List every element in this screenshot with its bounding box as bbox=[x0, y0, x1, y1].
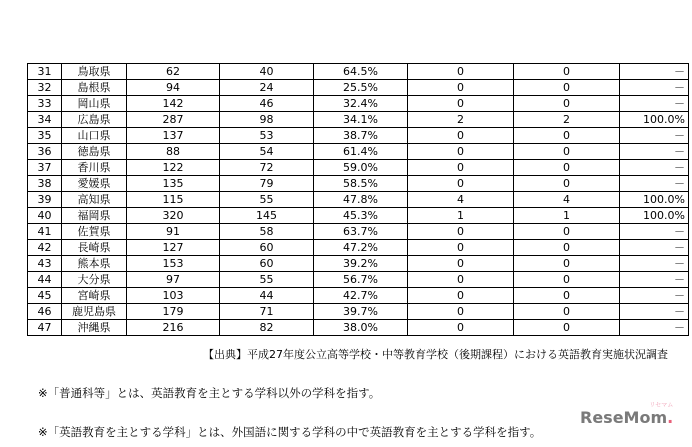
table-row bbox=[28, 176, 689, 192]
prefecture-table bbox=[27, 63, 689, 336]
table-cell: 0 bbox=[408, 304, 514, 320]
table-cell: 45 bbox=[28, 288, 62, 304]
table-cell: 91 bbox=[127, 224, 220, 240]
logo-text-b: Mom bbox=[623, 408, 668, 427]
table-cell: 44 bbox=[28, 272, 62, 288]
table-cell: 62 bbox=[127, 64, 220, 80]
table-cell: 100.0% bbox=[620, 208, 689, 224]
table-cell: 60 bbox=[220, 256, 314, 272]
table-cell: 鳥取県 bbox=[62, 64, 127, 80]
table-cell: 38 bbox=[28, 176, 62, 192]
table-cell: 63.7% bbox=[314, 224, 408, 240]
table-cell: 79 bbox=[220, 176, 314, 192]
table-cell: 0 bbox=[514, 64, 620, 80]
table-cell: 216 bbox=[127, 320, 220, 336]
table-row bbox=[28, 192, 689, 208]
table-cell: 宮崎県 bbox=[62, 288, 127, 304]
table-cell: － bbox=[620, 304, 689, 320]
table-row bbox=[28, 80, 689, 96]
table-cell: 47.8% bbox=[314, 192, 408, 208]
table-row bbox=[28, 64, 689, 80]
table-row bbox=[28, 288, 689, 304]
table-cell: － bbox=[620, 128, 689, 144]
table-cell: 0 bbox=[408, 128, 514, 144]
table-cell: 0 bbox=[514, 320, 620, 336]
source-caption: 【出典】平成27年度公立高等学校・中等教育学校（後期課程）における英語教育実施状況調査 bbox=[203, 348, 668, 361]
table-cell: 32 bbox=[28, 80, 62, 96]
table-cell: 0 bbox=[408, 224, 514, 240]
table-cell: 58.5% bbox=[314, 176, 408, 192]
table-cell: 24 bbox=[220, 80, 314, 96]
table-cell: － bbox=[620, 176, 689, 192]
table-row bbox=[28, 224, 689, 240]
table-cell: 34.1% bbox=[314, 112, 408, 128]
table-cell: 39 bbox=[28, 192, 62, 208]
table-cell: － bbox=[620, 144, 689, 160]
table-cell: 142 bbox=[127, 96, 220, 112]
table-cell: 0 bbox=[408, 176, 514, 192]
table-cell: － bbox=[620, 256, 689, 272]
table-cell: 53 bbox=[220, 128, 314, 144]
table-row bbox=[28, 128, 689, 144]
table-cell: 0 bbox=[408, 64, 514, 80]
table-cell: 0 bbox=[408, 256, 514, 272]
table-cell: 0 bbox=[408, 80, 514, 96]
table-cell: 82 bbox=[220, 320, 314, 336]
table-row bbox=[28, 160, 689, 176]
table-cell: 42 bbox=[28, 240, 62, 256]
table-cell: 0 bbox=[514, 272, 620, 288]
table-cell: 0 bbox=[514, 288, 620, 304]
table-cell: 47.2% bbox=[314, 240, 408, 256]
table-cell: 43 bbox=[28, 256, 62, 272]
table-cell: 55 bbox=[220, 272, 314, 288]
table-cell: 153 bbox=[127, 256, 220, 272]
table-cell: 高知県 bbox=[62, 192, 127, 208]
table-cell: 56.7% bbox=[314, 272, 408, 288]
table-cell: 38.7% bbox=[314, 128, 408, 144]
table-cell: 72 bbox=[220, 160, 314, 176]
table-cell: － bbox=[620, 224, 689, 240]
table-row bbox=[28, 320, 689, 336]
table-cell: 39.2% bbox=[314, 256, 408, 272]
table-cell: 沖縄県 bbox=[62, 320, 127, 336]
table-cell: 115 bbox=[127, 192, 220, 208]
table-cell: 0 bbox=[408, 320, 514, 336]
table-cell: 88 bbox=[127, 144, 220, 160]
table-cell: 広島県 bbox=[62, 112, 127, 128]
table-cell: 0 bbox=[514, 128, 620, 144]
table-cell: 0 bbox=[514, 80, 620, 96]
table-cell: 127 bbox=[127, 240, 220, 256]
table-cell: 42.7% bbox=[314, 288, 408, 304]
table-cell: 鹿児島県 bbox=[62, 304, 127, 320]
table-cell: 58 bbox=[220, 224, 314, 240]
table-row bbox=[28, 144, 689, 160]
table-cell: 25.5% bbox=[314, 80, 408, 96]
table-cell: － bbox=[620, 64, 689, 80]
table-cell: 46 bbox=[28, 304, 62, 320]
note-general-course: ※「普通科等」とは、英語教育を主とする学科以外の学科を指す。 bbox=[38, 386, 381, 400]
logo-subtext: リセマム bbox=[649, 402, 674, 409]
table-cell: 0 bbox=[514, 176, 620, 192]
table-row bbox=[28, 112, 689, 128]
table-cell: 38.0% bbox=[314, 320, 408, 336]
table-cell: 熊本県 bbox=[62, 256, 127, 272]
table-cell: 98 bbox=[220, 112, 314, 128]
table-cell: 32.4% bbox=[314, 96, 408, 112]
table-cell: 94 bbox=[127, 80, 220, 96]
table-cell: 135 bbox=[127, 176, 220, 192]
table-cell: 37 bbox=[28, 160, 62, 176]
table-cell: 59.0% bbox=[314, 160, 408, 176]
table-cell: 0 bbox=[514, 304, 620, 320]
table-cell: 287 bbox=[127, 112, 220, 128]
resemom-logo bbox=[580, 402, 674, 427]
table-cell: 福岡県 bbox=[62, 208, 127, 224]
table-cell: 4 bbox=[514, 192, 620, 208]
table-cell: 4 bbox=[408, 192, 514, 208]
table-cell: 97 bbox=[127, 272, 220, 288]
table-cell: 64.5% bbox=[314, 64, 408, 80]
table-cell: 103 bbox=[127, 288, 220, 304]
table-cell: － bbox=[620, 288, 689, 304]
table-cell: 40 bbox=[220, 64, 314, 80]
table-cell: 0 bbox=[408, 160, 514, 176]
table-cell: － bbox=[620, 160, 689, 176]
table-cell: 41 bbox=[28, 224, 62, 240]
table-cell: － bbox=[620, 320, 689, 336]
table-cell: － bbox=[620, 96, 689, 112]
table-cell: － bbox=[620, 240, 689, 256]
table-cell: 0 bbox=[408, 144, 514, 160]
table-cell: 60 bbox=[220, 240, 314, 256]
table-cell: 122 bbox=[127, 160, 220, 176]
table-cell: 61.4% bbox=[314, 144, 408, 160]
table-cell: 39.7% bbox=[314, 304, 408, 320]
table-cell: 大分県 bbox=[62, 272, 127, 288]
table-cell: 71 bbox=[220, 304, 314, 320]
logo-text-a: Rese bbox=[580, 408, 624, 427]
table-cell: 1 bbox=[514, 208, 620, 224]
table-cell: 46 bbox=[220, 96, 314, 112]
table-cell: 0 bbox=[408, 288, 514, 304]
table-row bbox=[28, 208, 689, 224]
table-cell: 36 bbox=[28, 144, 62, 160]
table-row bbox=[28, 304, 689, 320]
table-cell: 愛媛県 bbox=[62, 176, 127, 192]
table-cell: 0 bbox=[514, 256, 620, 272]
table-cell: 山口県 bbox=[62, 128, 127, 144]
table-cell: 佐賀県 bbox=[62, 224, 127, 240]
table-cell: 0 bbox=[514, 144, 620, 160]
table-cell: 100.0% bbox=[620, 192, 689, 208]
table-cell: 179 bbox=[127, 304, 220, 320]
table-cell: 145 bbox=[220, 208, 314, 224]
table-cell: 1 bbox=[408, 208, 514, 224]
table-cell: 34 bbox=[28, 112, 62, 128]
table-cell: 40 bbox=[28, 208, 62, 224]
table-cell: 島根県 bbox=[62, 80, 127, 96]
table-cell: 0 bbox=[514, 224, 620, 240]
table-cell: 54 bbox=[220, 144, 314, 160]
table-cell: 47 bbox=[28, 320, 62, 336]
table-cell: 0 bbox=[408, 272, 514, 288]
note-english-course: ※「英語教育を主とする学科」とは、外国語に関する学科の中で英語教育を主とする学科を指す。 bbox=[38, 425, 542, 439]
table-cell: 0 bbox=[408, 240, 514, 256]
table-cell: 100.0% bbox=[620, 112, 689, 128]
table-cell: 137 bbox=[127, 128, 220, 144]
table-row bbox=[28, 256, 689, 272]
table-cell: 55 bbox=[220, 192, 314, 208]
logo-dot-icon: . bbox=[667, 408, 674, 427]
table-body bbox=[28, 64, 689, 336]
table-cell: 33 bbox=[28, 96, 62, 112]
table-cell: － bbox=[620, 80, 689, 96]
table-cell: 0 bbox=[514, 96, 620, 112]
table-cell: 長崎県 bbox=[62, 240, 127, 256]
table-cell: 2 bbox=[408, 112, 514, 128]
table-cell: － bbox=[620, 272, 689, 288]
table-cell: 35 bbox=[28, 128, 62, 144]
table-cell: 0 bbox=[514, 160, 620, 176]
table-cell: 44 bbox=[220, 288, 314, 304]
table-row bbox=[28, 272, 689, 288]
table-cell: 2 bbox=[514, 112, 620, 128]
table-cell: 岡山県 bbox=[62, 96, 127, 112]
table-cell: 0 bbox=[408, 96, 514, 112]
table-cell: 徳島県 bbox=[62, 144, 127, 160]
table-row bbox=[28, 96, 689, 112]
table-cell: 45.3% bbox=[314, 208, 408, 224]
table-cell: 31 bbox=[28, 64, 62, 80]
table-cell: 320 bbox=[127, 208, 220, 224]
table-cell: 香川県 bbox=[62, 160, 127, 176]
table-cell: 0 bbox=[514, 240, 620, 256]
table-row bbox=[28, 240, 689, 256]
